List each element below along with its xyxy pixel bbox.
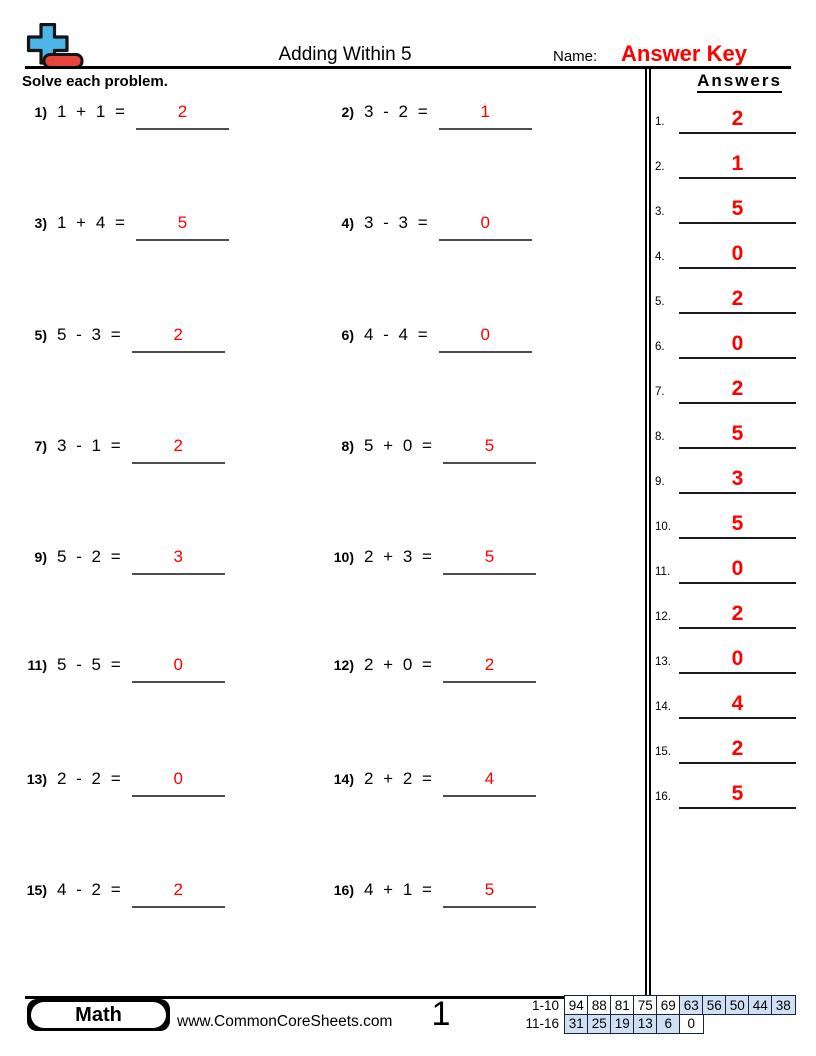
answer-value: 2: [679, 108, 796, 134]
instruction-text: Solve each problem.: [22, 73, 168, 90]
problem-row-2: [18, 211, 650, 241]
answer-item: [653, 764, 798, 809]
problem-answer: 0: [480, 325, 490, 344]
answer-item: [653, 584, 798, 629]
answer-blank-line: [132, 653, 225, 683]
problem-number: 9): [34, 549, 47, 565]
grading-cell: 31: [564, 1014, 589, 1034]
answer-number: 9.: [655, 476, 665, 488]
answer-number: 16.: [655, 791, 671, 803]
grading-cell: 88: [587, 995, 612, 1015]
problem-row-4: [18, 434, 650, 464]
answer-item: [653, 89, 798, 134]
problem-expression: 5 - 3 =: [57, 325, 122, 344]
problem-answer: 2: [173, 325, 183, 344]
grading-cell: 50: [725, 995, 750, 1015]
answer-item: [653, 494, 798, 539]
problem-8: [325, 434, 536, 464]
answer-blank-line: [443, 878, 536, 908]
grading-cell: 19: [610, 1014, 635, 1034]
answer-item: [653, 719, 798, 764]
answer-blank-line: [132, 878, 225, 908]
problem-13: [18, 767, 225, 797]
problem-number: 12): [333, 657, 354, 673]
answer-number: 10.: [655, 521, 671, 533]
answer-item: [653, 629, 798, 674]
problem-expression: 2 + 3 =: [364, 547, 433, 566]
problem-expression: 4 - 4 =: [364, 325, 429, 344]
answer-number: 15.: [655, 746, 671, 758]
answers-panel: [653, 89, 798, 809]
answer-number: 14.: [655, 701, 671, 713]
problem-number: 11): [27, 657, 47, 673]
answer-number: 2.: [655, 161, 665, 173]
problem-14: [325, 767, 536, 797]
answer-value: 1: [679, 153, 796, 179]
answer-value: 2: [679, 288, 796, 314]
problem-answer: 2: [484, 655, 495, 674]
problem-expression: 3 - 2 =: [364, 102, 429, 121]
answer-number: 13.: [655, 656, 671, 668]
name-value: Answer Key: [621, 41, 747, 66]
worksheet-title: Adding Within 5: [278, 44, 412, 65]
problem-expression: 4 + 1 =: [364, 880, 433, 899]
grading-cell: 25: [587, 1014, 612, 1034]
answer-blank-line: [132, 434, 225, 464]
problem-answer: 2: [173, 436, 183, 455]
answer-blank-line: [443, 653, 536, 683]
problem-number: 3): [34, 215, 47, 231]
problem-number: 16): [333, 882, 354, 898]
problem-number: 14): [333, 771, 354, 787]
answer-item: [653, 179, 798, 224]
answer-value: 3: [679, 468, 796, 494]
answer-blank-line: [443, 545, 536, 575]
problem-answer: 5: [484, 880, 495, 899]
answer-value: 2: [679, 603, 796, 629]
problem-2: [325, 100, 532, 130]
grading-chart: [520, 995, 796, 1034]
problem-number: 7): [34, 438, 47, 454]
answer-blank-line: [443, 434, 536, 464]
problem-1: [18, 100, 229, 130]
grading-cell: 44: [748, 995, 773, 1015]
grading-cell: 38: [771, 995, 796, 1015]
answer-blank-line: [439, 211, 532, 241]
problem-number: 10): [333, 549, 354, 565]
answers-title: Answers: [655, 71, 812, 91]
problem-4: [325, 211, 532, 241]
problem-6: [325, 323, 532, 353]
grading-cell: 0: [679, 1014, 704, 1034]
answer-value: 0: [679, 243, 796, 269]
problem-5: [18, 323, 225, 353]
problem-expression: 4 - 2 =: [57, 880, 122, 899]
answer-item: [653, 359, 798, 404]
answer-number: 11.: [655, 566, 671, 578]
problem-row-6: [18, 653, 650, 683]
answer-value: 5: [679, 423, 796, 449]
problem-10: [325, 545, 536, 575]
answer-number: 7.: [655, 386, 665, 398]
answer-item: [653, 134, 798, 179]
problem-expression: 5 - 2 =: [57, 547, 122, 566]
answer-blank-line: [132, 767, 225, 797]
problem-number: 13): [26, 771, 47, 787]
grading-cell: 63: [679, 995, 704, 1015]
answer-value: 0: [679, 558, 796, 584]
answer-item: [653, 674, 798, 719]
problem-expression: 1 + 4 =: [57, 213, 126, 232]
problem-number: 5): [34, 327, 47, 343]
problem-11: [18, 653, 225, 683]
answer-number: 3.: [655, 206, 665, 218]
problem-12: [325, 653, 536, 683]
answer-item: [653, 404, 798, 449]
answer-number: 12.: [655, 611, 671, 623]
subject-label: Math: [31, 1002, 166, 1028]
answer-item: [653, 539, 798, 584]
grading-row: [520, 995, 796, 1015]
problem-answer: 4: [484, 769, 495, 788]
problem-answer: 2: [177, 102, 188, 121]
grading-row: [520, 1014, 796, 1034]
grading-row-label: 1-10: [531, 997, 559, 1013]
name-label: Name:: [553, 48, 598, 65]
problem-expression: 1 + 1 =: [57, 102, 126, 121]
grading-cell: 6: [656, 1014, 681, 1034]
answer-item: [653, 449, 798, 494]
page-number: 1: [431, 995, 451, 1033]
answer-value: 5: [679, 783, 796, 809]
answer-blank-line: [439, 100, 532, 130]
answer-blank-line: [136, 100, 229, 130]
problem-number: 4): [341, 215, 354, 231]
grading-cell: 13: [633, 1014, 658, 1034]
answer-value: 5: [679, 198, 796, 224]
problem-row-5: [18, 545, 650, 575]
problem-answer: 2: [173, 880, 183, 899]
answer-number: 1.: [655, 116, 665, 128]
problem-15: [18, 878, 225, 908]
answer-item: [653, 224, 798, 269]
problem-answer: 1: [480, 102, 490, 121]
problem-expression: 3 - 1 =: [57, 436, 122, 455]
subject-badge: [27, 999, 170, 1031]
header-rule: [25, 66, 791, 69]
answer-value: 2: [679, 738, 796, 764]
problem-number: 2): [341, 104, 354, 120]
answer-blank-line: [439, 323, 532, 353]
problem-expression: 2 + 2 =: [364, 769, 433, 788]
problem-answer: 5: [484, 436, 495, 455]
problem-row-1: [18, 100, 650, 130]
problem-number: 8): [341, 438, 354, 454]
problem-expression: 2 + 0 =: [364, 655, 433, 674]
problem-9: [18, 545, 225, 575]
grading-cell: 81: [610, 995, 635, 1015]
grading-cell: 75: [633, 995, 658, 1015]
answer-value: 4: [679, 693, 796, 719]
answer-value: 5: [679, 513, 796, 539]
answer-value: 0: [679, 333, 796, 359]
answer-number: 8.: [655, 431, 665, 443]
problem-expression: 2 - 2 =: [57, 769, 122, 788]
problem-number: 1): [34, 104, 47, 120]
problem-answer: 3: [173, 547, 183, 566]
problem-answer: 0: [480, 213, 490, 232]
problem-7: [18, 434, 225, 464]
problem-number: 15): [26, 882, 47, 898]
answer-blank-line: [443, 767, 536, 797]
problem-row-7: [18, 767, 650, 797]
answer-value: 0: [679, 648, 796, 674]
problem-number: 6): [341, 327, 354, 343]
problem-expression: 3 - 3 =: [364, 213, 429, 232]
website-text: www.CommonCoreSheets.com: [177, 1013, 393, 1030]
problem-answer: 0: [173, 769, 183, 788]
problem-16: [325, 878, 536, 908]
answer-blank-line: [132, 323, 225, 353]
answer-number: 6.: [655, 341, 665, 353]
problem-answer: 0: [173, 655, 183, 674]
grading-cell: 69: [656, 995, 681, 1015]
answers-divider: [645, 69, 651, 997]
grading-cell: 56: [702, 995, 727, 1015]
answer-blank-line: [132, 545, 225, 575]
grading-cell: 94: [564, 995, 589, 1015]
answer-item: [653, 269, 798, 314]
problem-expression: 5 - 5 =: [57, 655, 122, 674]
answer-item: [653, 314, 798, 359]
problem-answer: 5: [484, 547, 495, 566]
problem-expression: 5 + 0 =: [364, 436, 433, 455]
answer-blank-line: [136, 211, 229, 241]
problem-row-8: [18, 878, 650, 908]
problem-row-3: [18, 323, 650, 353]
answer-number: 4.: [655, 251, 665, 263]
answer-number: 5.: [655, 296, 665, 308]
grading-row-label: 11-16: [525, 1016, 559, 1031]
problem-3: [18, 211, 229, 241]
problem-answer: 5: [177, 213, 188, 232]
answer-value: 2: [679, 378, 796, 404]
